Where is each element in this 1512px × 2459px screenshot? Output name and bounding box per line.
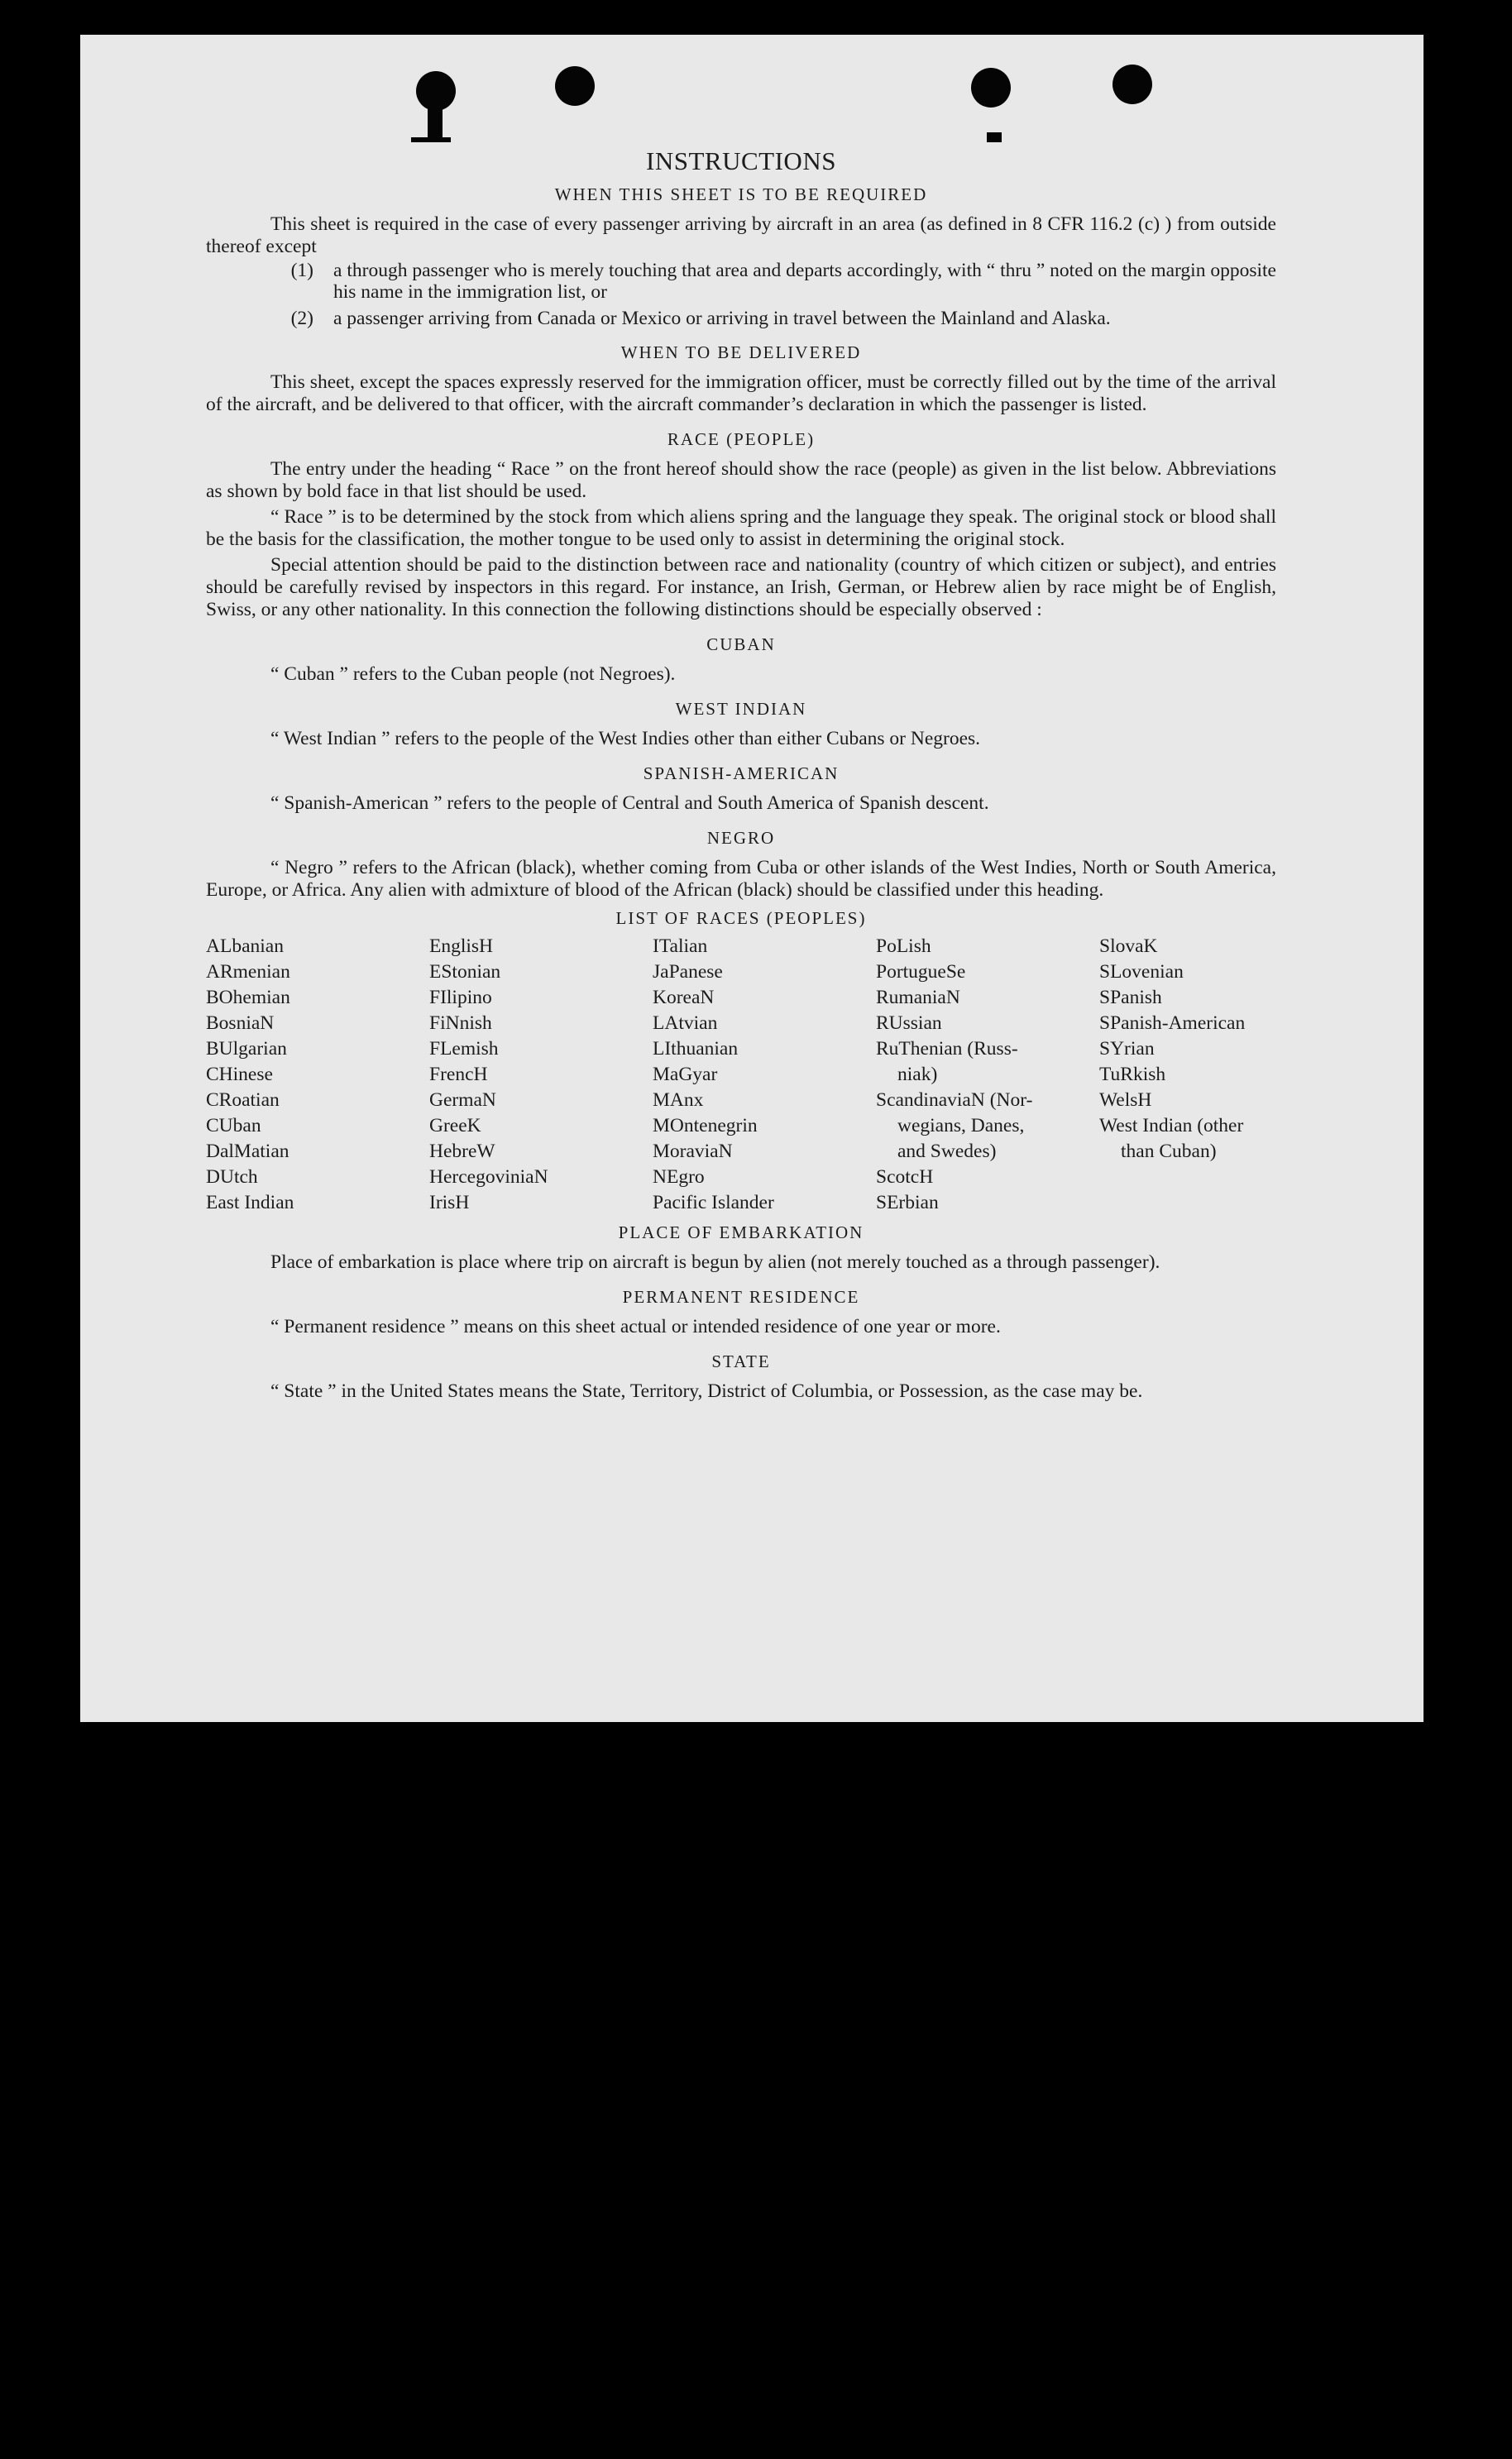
punch-tab [987,132,1002,142]
race-entry: West Indian (other [1099,1115,1244,1136]
race-entry: SPanish [1099,987,1162,1008]
races-column [429,934,653,1216]
race-entry: GermaN [429,1089,496,1111]
punch-hole [555,66,595,106]
race-entry: MAnx [653,1089,704,1111]
section-heading: WEST INDIAN [675,699,807,719]
paragraph: “ Negro ” refers to the African (black), whether coming from Cuba or other islands of the West Indies, North or South America, Europe, or Africa. Any alien with admixture of blood of the African (black) should be classified under this heading. [206,857,1276,901]
paragraph: “ State ” in the United States means the State, Territory, District of Columbia, or Possession, as the case may be. [270,1380,1143,1402]
race-entry: BOhemian [206,987,290,1008]
race-entry: FLemish [429,1038,499,1060]
item-text: a passenger arriving from Canada or Mexico or arriving in travel between the Mainland and Alaska. [333,308,1111,329]
item-number: (2) [290,308,313,329]
race-entry: BUlgarian [206,1038,287,1060]
race-entry: DUtch [206,1166,258,1188]
race-entry: RumaniaN [876,987,960,1008]
race-entry: FIlipino [429,987,492,1008]
race-entry: PoLish [876,935,931,957]
races-column [206,934,429,1216]
race-entry: CHinese [206,1064,273,1085]
section-heading: SPANISH-AMERICAN [643,763,840,783]
paragraph: “ Race ” is to be determined by the stock from which aliens spring and the language they speak. The original stock or blood shall be the basis for the classification, the mother tongue to be used only to assist in determining the original stock. [206,506,1276,550]
paragraph: “ Cuban ” refers to the Cuban people (not Negroes). [270,663,676,685]
race-entry: RuThenian (Russ- [876,1038,1018,1060]
race-entry: ScandinaviaN (Nor- [876,1089,1033,1111]
section-heading: PERMANENT RESIDENCE [622,1287,860,1307]
race-entry: than Cuban) [1121,1141,1217,1162]
race-entry: NEgro [653,1166,705,1188]
paragraph: Place of embarkation is place where trip on aircraft is begun by alien (not merely touched as a through passenger). [270,1251,1160,1273]
race-entry: KoreaN [653,987,715,1008]
race-entry: TuRkish [1099,1064,1166,1085]
paragraph: The entry under the heading “ Race ” on the front hereof should show the race (people) as given in the list below. Abbreviations as shown by bold face in that list should be used. [206,458,1276,502]
paragraph: This sheet, except the spaces expressly reserved for the immigration officer, must be correctly filled out by the time of the arrival of the aircraft, and be delivered to that officer, with the aircraft commander’s declaration in which the passenger is listed. [206,371,1276,415]
race-entry: SErbian [876,1192,939,1213]
race-entry: PortugueSe [876,961,966,983]
race-entry: DalMatian [206,1141,289,1162]
race-entry: LAtvian [653,1012,718,1034]
race-entry: RUssian [876,1012,942,1034]
race-entry: niak) [897,1064,938,1085]
punch-hole [971,68,1011,108]
paragraph: “ Spanish-American ” refers to the people of Central and South America of Spanish descent. [270,792,989,814]
race-entry: Pacific Islander [653,1192,774,1213]
race-entry: ARmenian [206,961,290,983]
page-title: INSTRUCTIONS [646,146,836,175]
race-entry: SPanish-American [1099,1012,1246,1034]
section-heading: NEGRO [706,828,776,848]
section-heading: PLACE OF EMBARKATION [618,1222,864,1242]
section-heading: STATE [711,1351,771,1371]
races-column [876,934,1099,1216]
race-entry: LIthuanian [653,1038,739,1060]
race-entry: HebreW [429,1141,495,1162]
punch-tab [411,137,451,142]
punch-tab [428,101,443,139]
race-entry: ITalian [653,935,708,957]
race-entry: SLovenian [1099,961,1184,983]
section-heading: WHEN TO BE DELIVERED [620,342,862,362]
race-entry: ScotcH [876,1166,934,1188]
paragraph: “ Permanent residence ” means on this sheet actual or intended residence of one year or more. [270,1316,1001,1337]
list-item [206,308,1276,329]
race-entry: CRoatian [206,1089,280,1111]
document-sheet [80,35,1423,1722]
races-list [206,934,1276,1216]
race-entry: HercegoviniaN [429,1166,548,1188]
races-column [1099,934,1323,1216]
race-entry: SYrian [1099,1038,1155,1060]
race-entry: GreeK [429,1115,481,1136]
punch-hole [1112,65,1152,104]
race-entry: IrisH [429,1192,470,1213]
races-column [653,934,876,1216]
section-heading: CUBAN [706,634,776,654]
item-text: a through passenger who is merely touching that area and departs accordingly, with “ thru ” noted on the margin opposite his name in the immigration list, or [333,260,1276,303]
race-entry: ALbanian [206,935,284,957]
item-number: (1) [290,260,313,281]
section-heading: LIST OF RACES (PEOPLES) [615,908,867,928]
paragraph: “ West Indian ” refers to the people of the West Indies other than either Cubans or Negroes. [270,728,981,749]
race-entry: SlovaK [1099,935,1158,957]
race-entry: wegians, Danes, [897,1115,1025,1136]
instructions-content [206,146,1276,1403]
race-entry: EnglisH [429,935,494,957]
section-heading: WHEN THIS SHEET IS TO BE REQUIRED [554,184,928,204]
race-entry: JaPanese [653,961,723,983]
race-entry: East Indian [206,1192,294,1213]
race-entry: FrencH [429,1064,488,1085]
race-entry: EStonian [429,961,501,983]
race-entry: CUban [206,1115,261,1136]
race-entry: BosniaN [206,1012,275,1034]
paragraph: This sheet is required in the case of every passenger arriving by aircraft in an area (as defined in 8 CFR 116.2 (c) ) from outside thereof except [206,213,1276,257]
section-heading: RACE (PEOPLE) [667,429,816,449]
paragraph: Special attention should be paid to the distinction between race and nationality (country of which citizen or subject), and entries should be carefully revised by inspectors in this regard. For instance, an Irish, German, or Hebrew alien by race might be of English, Swiss, or any other nationality. In this connection the following distinctions should be especially observed : [206,554,1276,620]
race-entry: and Swedes) [897,1141,997,1162]
race-entry: MoraviaN [653,1141,733,1162]
race-entry: WelsH [1099,1089,1152,1111]
list-item [206,260,1276,303]
race-entry: MOntenegrin [653,1115,758,1136]
race-entry: MaGyar [653,1064,718,1085]
race-entry: FiNnish [429,1012,492,1034]
